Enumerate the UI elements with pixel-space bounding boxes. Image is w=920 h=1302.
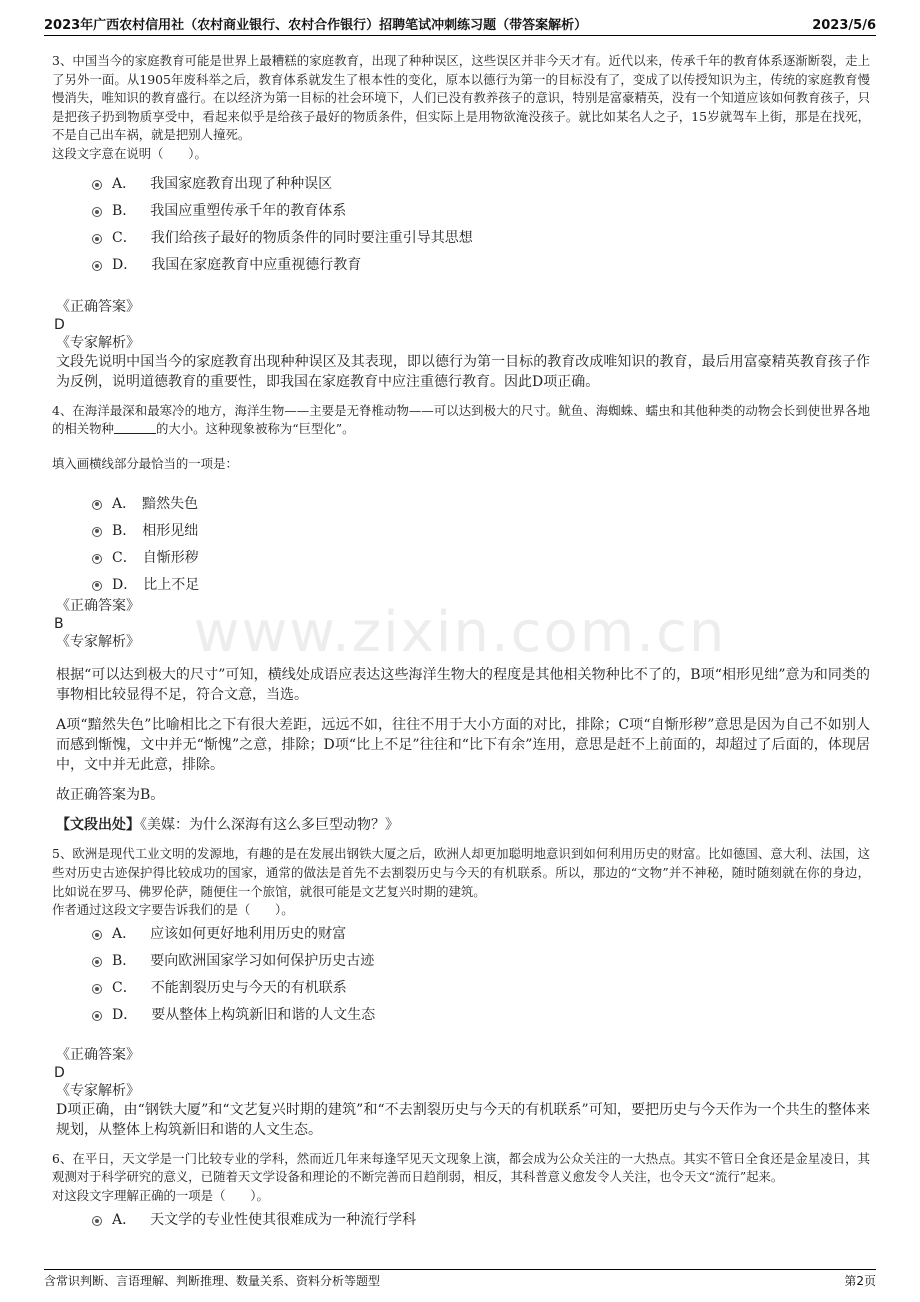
analysis-text: 文段先说明中国当今的家庭教育出现种种误区及其表现，即以德行为第一目标的教育改成唯知识的教育，最后用富豪精英教育孩子作为反例，说明道德教育的重要性，即我国在家庭教育中应注重德行教育。因此D项正确。 [56,353,870,390]
question-text: 4、在海洋最深和最寒冷的地方，海洋生物——主要是无脊椎动物——可以达到极大的尺寸。鱿鱼、海蜘蛛、蠕虫和其他种类的动物会长到使世界各地的相关物种 的大小。这种现象被称为“巨型化”。 [52,402,870,437]
radio-icon[interactable] [92,581,102,591]
document-date: 2023/5/6 [812,18,876,33]
answer-value: B [54,616,64,633]
option-a[interactable]: A． 应该如何更好地利用历史的财富 [92,920,870,947]
analysis-label: 《专家解析》 [56,634,140,651]
page-content [52,52,870,1233]
radio-icon[interactable] [92,180,102,190]
option-a[interactable]: A． 我国家庭教育出现了种种误区 [92,170,870,197]
analysis-text: D项正确，由“钢铁大厦”和“文艺复兴时期的建筑”和“不去割裂历史与今天的有机联系”可知，要把历史与今天作为一个共生的整体来规划，从整体上构筑新旧和谐的人文生态。 [56,1101,870,1138]
question-text: 5、欧洲是现代工业文明的发源地，有趣的是在发展出钢铁大厦之后，欧洲人却更加聪明地意识到如何利用历史的财富。比如德国、意大利、法国，这些对历史古迹保护得比较成功的国家，通常的做法是首先不去割裂历史与今天的有机联系。所以，那边的“文物”并不神秘，随时随刻就在你的身边，比如说在罗马、佛罗伦萨，随便住一个旅馆，就很可能是文艺复兴时期的建筑。 [52,846,870,899]
option-a[interactable]: A． 黯然失色 [92,489,870,516]
answer-label: 《正确答案》 [56,1046,140,1063]
radio-icon[interactable] [92,500,102,510]
watermark: www.zixin.com.cn [193,600,727,665]
radio-icon[interactable] [92,234,102,244]
radio-icon[interactable] [92,554,102,564]
fill-blank [114,421,156,434]
radio-icon[interactable] [92,957,102,967]
question-text: 3、中国当今的家庭教育可能是世界上最糟糕的家庭教育，出现了种种误区，这些误区并非今天才有。近代以来，传承千年的教育体系逐渐断裂，走上了另外一面。从1905年废科举之后，教育体系就发生了根本性的变化，原本以德行为第一的目标没有了，变成了以传授知识为主，传统的家庭教育慢慢消失，唯知识的教育盛行。在以经济为第一目标的社会环境下，人们已没有教养孩子的意识，特别是富豪精英，没有一个知道应该如何教育孩子，只是把孩子扔到物质享受中，看起来似乎是给孩子最好的物质条件，但实际上是用物欲淹没孩子。就比如某名人之子，15岁就驾车上街，那是在找死，不是自己出车祸，就是把别人撞死。 [52,53,870,143]
question-6 [52,1150,870,1233]
option-list [92,170,870,278]
question-stem [52,402,870,474]
option-d[interactable]: D． 比上不足 [92,570,870,597]
page-number: 第2页 [844,1274,876,1288]
analysis-label: 《专家解析》 [56,1082,140,1099]
option-a[interactable]: A． 天文学的专业性使其很难成为一种流行学科 [92,1206,870,1233]
option-b[interactable]: B． 要向欧洲国家学习如何保护历史古迹 [92,947,870,974]
question-prompt: 这段文字意在说明（ ）。 [52,145,207,161]
page-header [44,12,876,36]
option-b[interactable]: B． 我国应重塑传承千年的教育体系 [92,197,870,224]
source-citation: 【文段出处】《美媒：为什么深海有这么多巨型动物？》 [56,817,399,834]
option-b[interactable]: B． 相形见绌 [92,516,870,543]
radio-icon[interactable] [92,261,102,271]
question-4 [52,402,870,836]
option-d[interactable]: D． 要从整体上构筑新旧和谐的人文生态 [92,1001,870,1028]
option-list [92,1206,870,1233]
question-prompt: 填入画横线部分最恰当的一项是： [52,455,238,471]
answer-value: D [54,1064,65,1081]
page-footer [44,1269,876,1291]
answer-value: D [54,316,65,333]
question-prompt: 作者通过这段文字要告诉我们的是（ ）。 [52,902,294,918]
question-stem [52,845,870,919]
analysis-text: 根据“可以达到极大的尺寸”可知，横线处成语应表达这些海洋生物大的程度是其他相关物种比不了的，B项“相形见绌”意为和同类的事物相比较显得不足，符合文意，当选。 A项“黯然失色”比喻相比之下有很大差距，远远不如，往往不用于大小方面的对比，排除；C项“自惭形秽”意思是因为自己不如别人而感到惭愧，文中并无“惭愧”之意，排除；D项“比上不足”往往和“比下有余”连用，意思是赶不上前面的，却超过了后面的，体现居中，文中并无此意，排除。 故正确答案为B。 【文段出处】《美媒：为什么深海有这么多巨型动物？》 [56,667,870,834]
option-c[interactable]: C． 自惭形秽 [92,543,870,570]
document-title: 2023年广西农村信用社（农村商业银行、农村合作银行）招聘笔试冲刺练习题（带答案解析） [44,18,588,33]
option-list [92,920,870,1028]
question-stem [52,52,870,164]
question-stem [52,1150,870,1206]
question-5 [52,845,870,1139]
radio-icon[interactable] [92,984,102,994]
radio-icon[interactable] [92,207,102,217]
answer-label: 《正确答案》 [56,598,140,615]
radio-icon[interactable] [92,1216,102,1226]
answer-label: 《正确答案》 [56,298,140,315]
option-list [92,489,870,597]
option-c[interactable]: C． 不能割裂历史与今天的有机联系 [92,974,870,1001]
question-3 [52,52,870,392]
radio-icon[interactable] [92,930,102,940]
option-d[interactable]: D． 我国在家庭教育中应重视德行教育 [92,251,870,278]
radio-icon[interactable] [92,1011,102,1021]
question-text: 6、在平日，天文学是一门比较专业的学科，然而近几年来每逢罕见天文现象上演，都会成为公众关注的一大热点。其实不管日全食还是金星凌日，其观测对于科学研究的意义，已随着天文学设备和理论的不断完善而日趋削弱，相反，其科普意义愈发令人关注，也令天文“流行”起来。 [52,1150,870,1185]
footer-description: 含常识判断、言语理解、判断推理、数量关系、资料分析等题型 [44,1274,381,1288]
option-c[interactable]: C． 我们给孩子最好的物质条件的同时要注重引导其思想 [92,224,870,251]
analysis-label: 《专家解析》 [56,334,140,351]
question-prompt: 对这段文字理解正确的一项是（ ）。 [52,1187,269,1203]
radio-icon[interactable] [92,527,102,537]
